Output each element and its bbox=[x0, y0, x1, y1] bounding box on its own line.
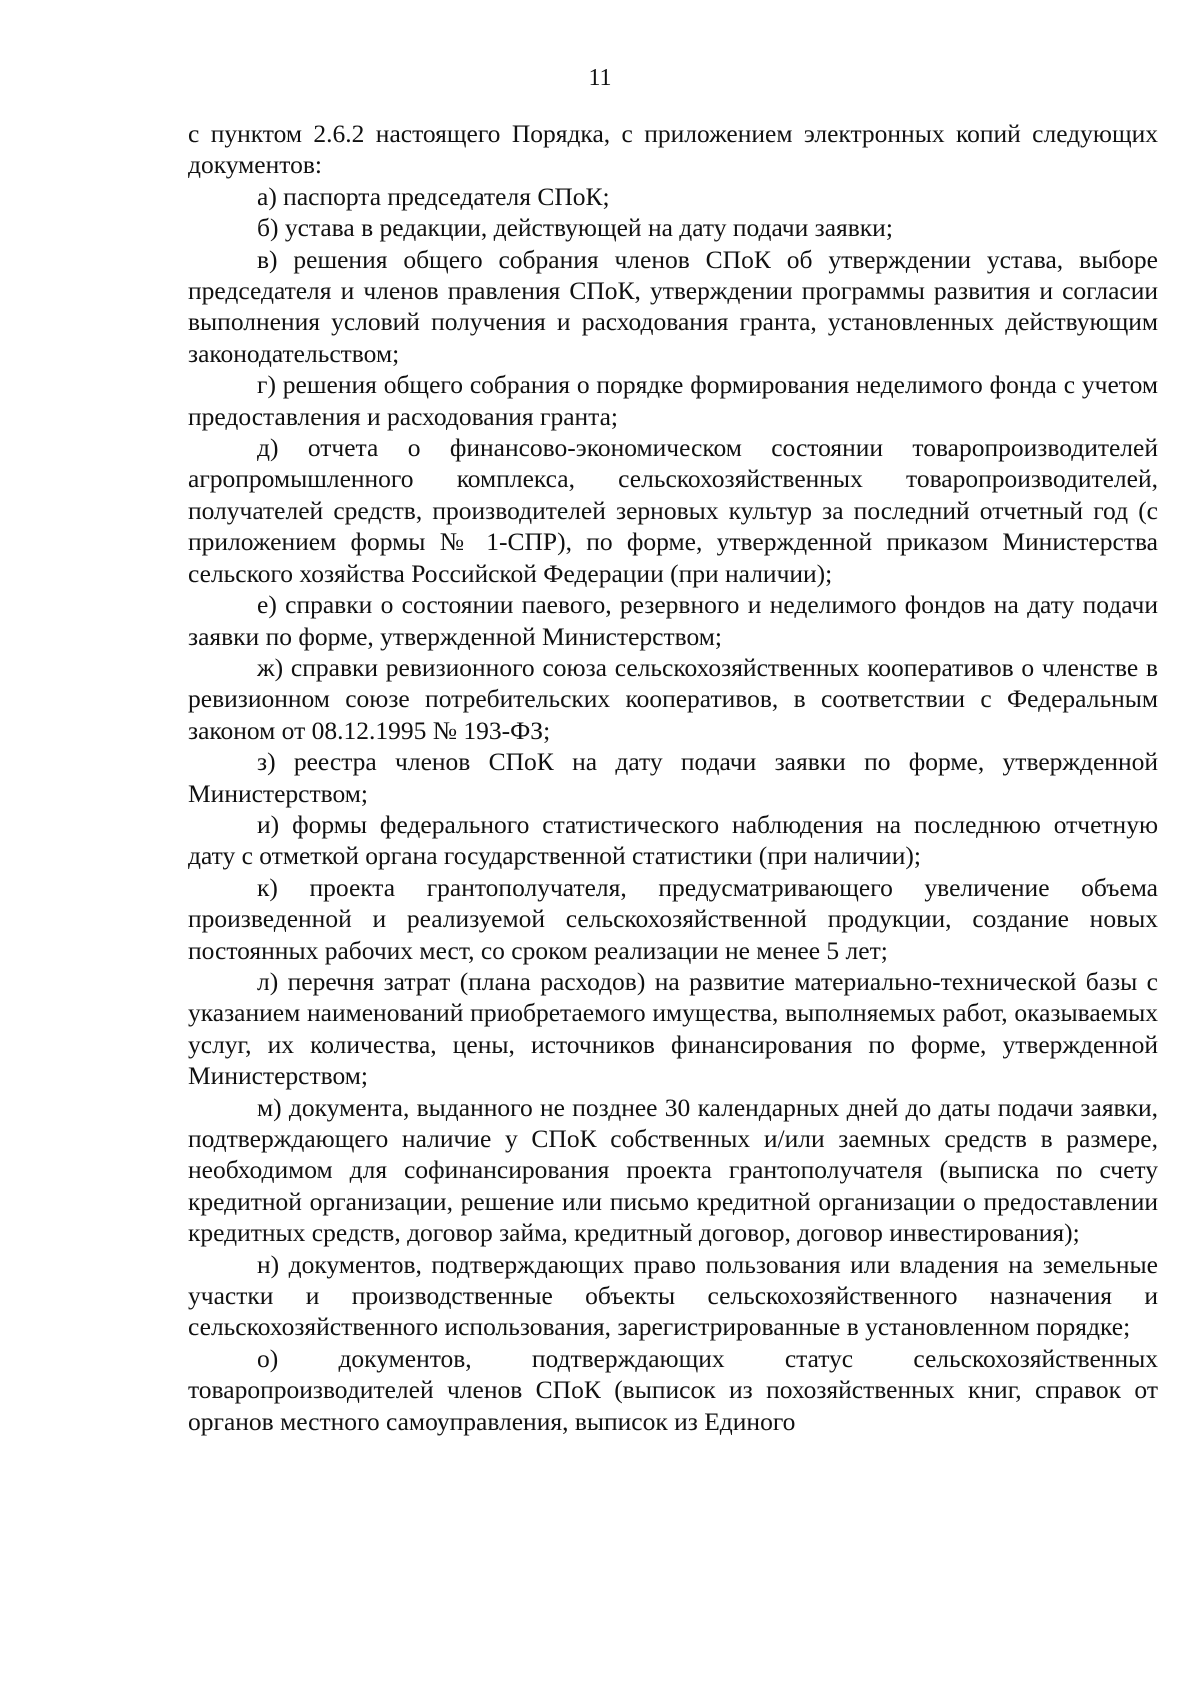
page-number: 11 bbox=[588, 65, 612, 91]
document-body bbox=[188, 118, 1158, 1437]
list-item-e: е) справки о состоянии паевого, резервного и неделимого фондов на дату подачи заявки по форме, утвержденной Министерством; bbox=[188, 590, 1158, 651]
list-item-i: и) формы федерального статистического наблюдения на последнюю отчетную дату с отметкой органа государственной статистики (при наличии); bbox=[188, 809, 1158, 871]
list-item-l: л) перечня затрат (плана расходов) на развитие материально-технической базы с указанием наименований приобретаемого имущества, выполняемых работ, оказываемых услуг, их количества, цены, источников финансирования по форме, утвержденной Министерством; bbox=[188, 966, 1158, 1091]
list-item-n: н) документов, подтверждающих право пользования или владения на земельные участки и производственные объекты сельскохозяйственного назначения и сельскохозяйственного использования, зарегистрированные в установленном порядке; bbox=[188, 1249, 1158, 1342]
list-item-g: г) решения общего собрания о порядке формирования неделимого фонда с учетом предоставления и расходования гранта; bbox=[188, 370, 1158, 431]
list-item-k: к) проекта грантополучателя, предусматривающего увеличение объема произведенной и реализуемой сельскохозяйственной продукции, создание новых постоянных рабочих мест, со сроком реализации не менее 5 лет; bbox=[188, 872, 1158, 965]
list-item-o: о) документов, подтверждающих статус сельскохозяйственных товаропроизводителей членов СПоК (выписок из похозяйственных книг, справок от органов местного самоуправления, выписок из Единого bbox=[188, 1343, 1158, 1436]
paragraph-intro: с пунктом 2.6.2 настоящего Порядка, с приложением электронных копий следующих документов: bbox=[188, 119, 1158, 180]
list-item-v: в) решения общего собрания членов СПоК об утверждении устава, выборе председателя и членов правления СПоК, утверждении программы развития и согласии выполнения условий получения и расходования гранта, установленных действующим законодательством; bbox=[188, 244, 1158, 368]
list-item-m: м) документа, выданного не позднее 30 календарных дней до даты подачи заявки, подтверждающего наличие у СПоК собственных и/или заемных средств в размере, необходимом для софинансирования проекта грантополучателя (выписка по счету кредитной организации, решение или письмо кредитной организации о предоставлении кредитных средств, договор займа, кредитный договор, договор инвестирования); bbox=[188, 1092, 1158, 1248]
list-item-z: з) реестра членов СПоК на дату подачи заявки по форме, утвержденной Министерством; bbox=[188, 747, 1158, 808]
list-item-zh: ж) справки ревизионного союза сельскохозяйственных кооперативов о членстве в ревизионном союзе потребительских кооперативов, в соответствии с Федеральным законом от 08.12.1995 № 193-ФЗ; bbox=[188, 652, 1158, 745]
list-item-b: б) устава в редакции, действующей на дату подачи заявки; bbox=[257, 213, 893, 243]
list-item-d: д) отчета о финансово-экономическом состоянии товаропроизводителей агропромышленного комплекса, сельскохозяйственных товаропроизводителей, получателей средств, производителей зерновых культур за последний отчетный год (с приложением формы № 1-СПР), по форме, утвержденной приказом Министерства сельского хозяйства Российской Федерации (при наличии); bbox=[188, 433, 1158, 588]
list-item-a: а) паспорта председателя СПоК; bbox=[257, 181, 610, 211]
